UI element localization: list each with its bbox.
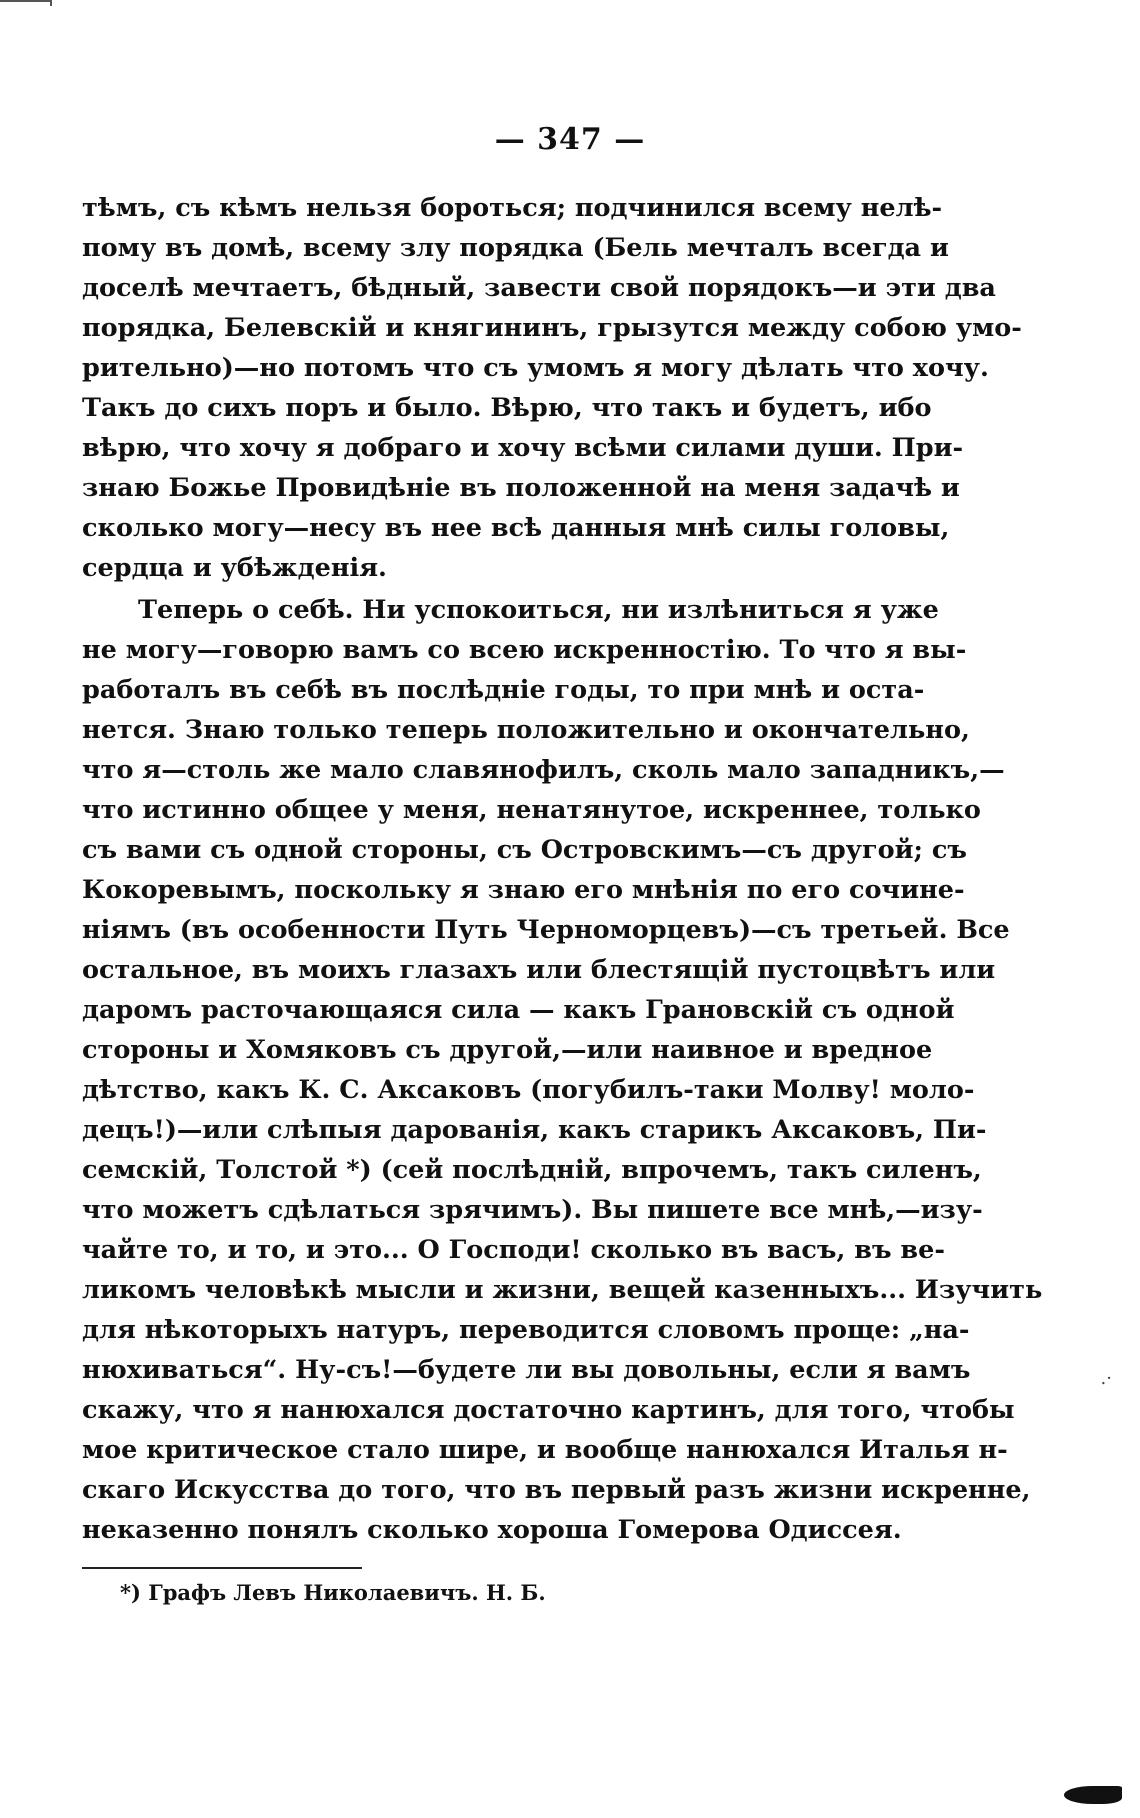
text-line: доселѣ мечтаетъ, бѣдный, завести свой порядокъ—и эти два [82,273,996,303]
text-line: неказенно понялъ сколько хороша Гомерова Одиссея. [82,1515,902,1545]
text-line: не могу—говорю вамъ со всею искренностію. То что я вы- [82,635,967,665]
text-line: вѣрю, что хочу я добраго и хочу всѣми силами души. При- [82,433,964,463]
text-line: Теперь о себѣ. Ни успокоиться, ни излѣниться я уже [138,595,939,625]
text-line: порядка, Белевскій и княгининъ, грызутся между собою умо- [82,313,1022,343]
text-line: пому въ домѣ, всему злу порядка (Бель мечталъ всегда и [82,233,949,263]
text-line: знаю Божье Провидѣніе въ положенной на меня задачѣ и [82,473,960,503]
text-line: дѣтство, какъ К. С. Аксаковъ (погубилъ-таки Молву! моло- [82,1075,975,1105]
text-line: рительно)—но потомъ что съ умомъ я могу дѣлать что хочу. [82,353,989,383]
body-text [82,188,1043,1550]
text-line: скажу, что я нанюхался достаточно картинъ, для того, чтобы [82,1395,1015,1425]
text-line: децъ!)—или слѣпыя дарованія, какъ старикъ Аксаковъ, Пи- [82,1115,987,1145]
text-line: для нѣкоторыхъ натуръ, переводится словомъ проще: „на- [82,1315,970,1345]
text-line: сколько могу—несу въ нее всѣ данныя мнѣ силы головы, [82,513,950,543]
text-line: что я—столь же мало славянофилъ, сколь мало западникъ,— [82,755,1005,785]
text-line: семскій, Толстой *) (сей послѣдній, впрочемъ, такъ силенъ, [82,1155,982,1185]
text-line: сердца и убѣжденія. [82,553,387,583]
text-line: стороны и Хомяковъ съ другой,—или наивное и вредное [82,1035,933,1065]
scan-corner-blot [1064,1786,1122,1804]
text-line: даромъ расточающаяся сила — какъ Грановскій съ одной [82,995,955,1025]
text-line: съ вами съ одной стороны, съ Островскимъ—съ другой; съ [82,835,967,865]
footnote-divider [82,1567,362,1569]
text-line: нюхиваться“. Ну-съ!—будете ли вы довольны, если я вамъ [82,1355,971,1385]
text-line: нется. Знаю только теперь положительно и окончательно, [82,715,970,745]
text-line: остальное, въ моихъ глазахъ или блестящій пустоцвѣтъ или [82,955,996,985]
text-line: работалъ въ себѣ въ послѣдніе годы, то при мнѣ и оста- [82,675,925,705]
footnote: *) Графъ Левъ Николаевичъ. Н. Б. [120,1580,546,1605]
text-line: Кокоревымъ, поскольку я знаю его мнѣнія по его сочине- [82,875,965,905]
text-line: ніямъ (въ особенности Путь Черноморцевъ)—съ третьей. Все [82,915,1010,945]
scan-speck: .· [1100,1368,1112,1389]
text-line: что можетъ сдѣлаться зрячимъ). Вы пишете все мнѣ,—изу- [82,1195,983,1225]
scan-edge-mark [0,0,52,6]
page-number: — 347 — [494,122,646,157]
text-line: скаго Искусства до того, что въ первый разъ жизни искренне, [82,1475,1031,1505]
text-line: что истинно общее у меня, ненатянутое, искреннее, только [82,795,981,825]
text-line: Такъ до сихъ поръ и было. Вѣрю, что такъ и будетъ, ибо [82,393,932,423]
text-line: мое критическое стало шире, и вообще нанюхался Италья н- [82,1435,1008,1465]
text-line: тѣмъ, съ кѣмъ нельзя бороться; подчинился всему нелѣ- [82,193,943,223]
text-line: чайте то, и то, и это... О Господи! сколько въ васъ, въ ве- [82,1235,945,1265]
text-line: ликомъ человѣкѣ мысли и жизни, вещей казенныхъ... Изучить [82,1275,1043,1305]
